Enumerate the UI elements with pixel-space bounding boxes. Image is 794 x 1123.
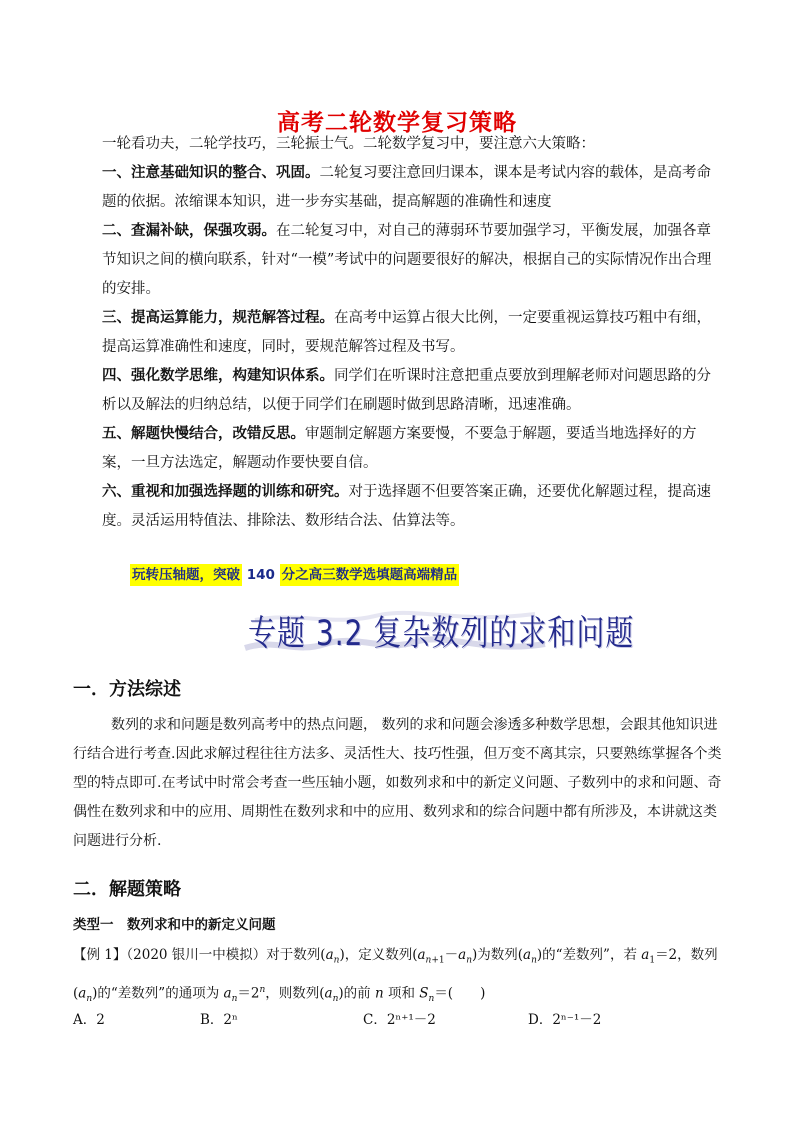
- strategy-1: [73, 159, 723, 217]
- strategy-2-text: 在二轮复习中，对自己的薄弱环节要加强学习，平衡发展，加强各章节知识之间的横向联系，针对“一模”考试中的问题要很好的解决，根据自己的实际情况作出合理的安排。: [102, 223, 712, 297]
- strategy-5: [73, 420, 723, 478]
- strategy-4: [73, 362, 723, 420]
- main-title: 高考二轮数学复习策略: [277, 110, 517, 136]
- strategy-3-title: 三、提高运算能力，规范解答过程。: [102, 310, 334, 326]
- strategy-2: [73, 217, 723, 304]
- strategy-4-title: 四、强化数学思维，构建知识体系。: [102, 368, 334, 384]
- section-heading-1: 一．方法综述: [73, 679, 181, 700]
- strategy-2-title: 二、查漏补缺，保强攻弱。: [102, 223, 276, 239]
- option-c: C．2ⁿ⁺¹－2: [363, 1012, 436, 1028]
- strategy-1-title: 一、注意基础知识的整合、巩固。: [102, 165, 320, 181]
- section-1-text: 数列的求和问题是数列高考中的热点问题， 数列的求和问题会渗透多种数学思想，会跟其他知识进行结合进行考查.因此求解过程往往方法多、灵活性大、技巧性强，但万变不离其宗，只要熟练掌握各个类型的特点即可.在考试中时常会考查一些压轴小题，如数列求和中的新定义问题、子数列中的求和问题、奇偶性在数列求和中的应用、周期性在数列求和中的应用、数列求和的综合问题中都有所涉及，本讲就这类问题进行分析.: [73, 717, 722, 849]
- type-heading: 类型一 数列求和中的新定义问题: [73, 917, 276, 933]
- strategy-6-title: 六、重视和加强选择题的训练和研究。: [102, 484, 349, 500]
- banner-right: 分之高三数学选填题高端精品: [280, 564, 460, 586]
- banner-number: 140: [246, 567, 275, 583]
- intro-text: 一轮看功夫，二轮学技巧，三轮振士气。二轮数学复习中，要注意六大策略：: [102, 136, 595, 152]
- example-source: （2020 银川一中模拟）: [126, 947, 267, 963]
- strategy-5-text: 审题制定解题方案要慢，不要急于解题，要适当地选择好的方案，一旦方法选定，解题动作要快要自信。: [102, 426, 697, 471]
- strategy-6: [73, 478, 723, 536]
- option-d: D．2ⁿ⁻¹－2: [528, 1012, 602, 1028]
- strategy-4-text: 同学们在听课时注意把重点要放到理解老师对问题思路的分析以及解法的归纳总结，以便于同学们在刷题时做到思路清晰，迅速准确。: [102, 368, 711, 413]
- strategy-6-text: 对于选择题不但要答案正确，还要优化解题过程，提高速度。灵活运用特值法、排除法、数形结合法、估算法等。: [102, 484, 711, 529]
- strategy-block: [73, 130, 723, 536]
- strategy-1-text: 二轮复习要注意回归课本，课本是考试内容的载体，是高考命题的依据。浓缩课本知识，进一步夯实基础，提高解题的准确性和速度: [102, 165, 711, 210]
- strategy-3: [73, 304, 723, 362]
- strategy-5-title: 五、解题快慢结合，改错反思。: [102, 426, 305, 442]
- strategy-3-text: 在高考中运算占很大比例，一定要重视运算技巧粗中有细，提高运算准确性和速度，同时，要规范解答过程及书写。: [102, 310, 711, 355]
- option-a: A．2: [73, 1012, 105, 1028]
- topic-title: 专题 3.2 复杂数列的求和问题: [248, 612, 635, 654]
- example-1: 【例 1】（2020 银川一中模拟）对于数列$(a_n)$，定义数列$(a_{n+1}-a_n)$为数列$(a_n)$的“差数列”，若 $a_1=2$，数列$(a_n)$的“差数列”的通项为 $a_n=2^n$，则数列$(a_n)$的前 n 项和 $S_n=$( ): [73, 947, 718, 1004]
- series-banner: [130, 563, 459, 583]
- example-label: 【例 1】: [73, 947, 127, 963]
- option-b: B．2ⁿ: [200, 1012, 238, 1028]
- section-heading-2: 二．解题策略: [73, 879, 181, 900]
- banner-left: 玩转压轴题，突破: [130, 564, 242, 586]
